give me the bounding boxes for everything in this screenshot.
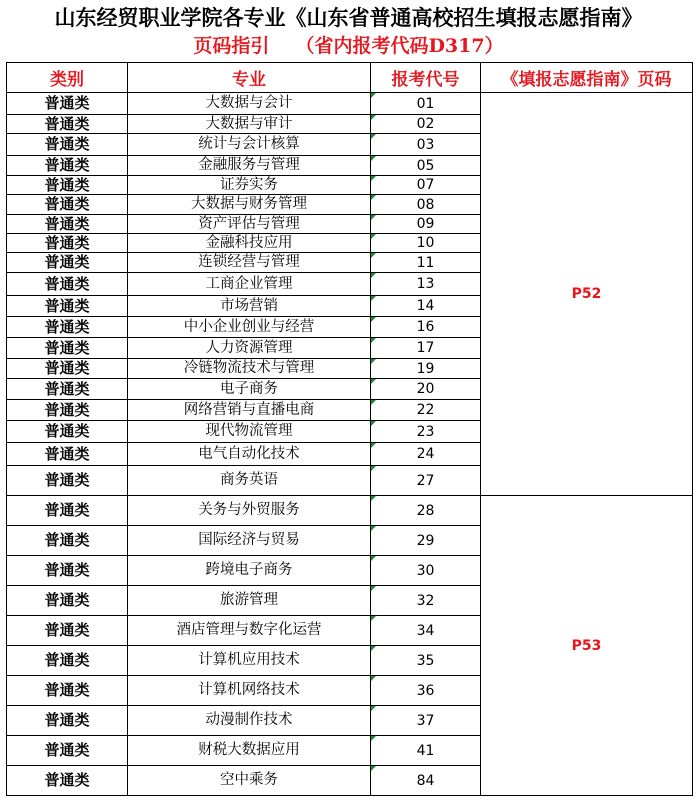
table-header-row bbox=[7, 63, 693, 93]
cell-category: 普通类 bbox=[7, 443, 128, 466]
cell-major: 酒店管理与数字化运营 bbox=[128, 616, 371, 646]
cell-category: 普通类 bbox=[7, 273, 128, 296]
cell-major: 财税大数据应用 bbox=[128, 736, 371, 766]
cell-code bbox=[371, 616, 481, 646]
code-value: 13 bbox=[416, 276, 435, 292]
subtitle-right: （省内报考代码D317） bbox=[295, 35, 504, 57]
code-value: 23 bbox=[416, 423, 435, 440]
text-number-marker-icon bbox=[371, 766, 376, 771]
cell-code bbox=[371, 296, 481, 317]
cell-code bbox=[371, 556, 481, 586]
cell-category: 普通类 bbox=[7, 359, 128, 379]
cell-code bbox=[371, 736, 481, 766]
text-number-marker-icon bbox=[371, 234, 376, 239]
cell-guide-page: P53 bbox=[481, 496, 693, 796]
cell-major: 市场营销 bbox=[128, 296, 371, 317]
text-number-marker-icon bbox=[371, 736, 376, 741]
code-value: 16 bbox=[416, 319, 435, 335]
text-number-marker-icon bbox=[371, 526, 376, 531]
header-major: 专业 bbox=[128, 63, 371, 93]
cell-code bbox=[371, 338, 481, 359]
text-number-marker-icon bbox=[371, 156, 376, 161]
text-number-marker-icon bbox=[371, 273, 376, 278]
cell-category: 普通类 bbox=[7, 93, 128, 115]
header-category: 类别 bbox=[7, 63, 128, 93]
code-value: 28 bbox=[416, 502, 435, 519]
text-number-marker-icon bbox=[371, 556, 376, 561]
text-number-marker-icon bbox=[371, 359, 376, 364]
cell-major: 连锁经营与管理 bbox=[128, 253, 371, 273]
text-number-marker-icon bbox=[371, 338, 376, 343]
cell-major: 金融科技应用 bbox=[128, 234, 371, 253]
cell-category: 普通类 bbox=[7, 556, 128, 586]
code-value: 09 bbox=[416, 216, 435, 232]
cell-code bbox=[371, 676, 481, 706]
text-number-marker-icon bbox=[371, 706, 376, 711]
text-number-marker-icon bbox=[371, 400, 376, 405]
text-number-marker-icon bbox=[371, 115, 376, 120]
text-number-marker-icon bbox=[371, 496, 376, 501]
code-value: 37 bbox=[416, 712, 435, 729]
cell-code bbox=[371, 176, 481, 195]
cell-major: 证券实务 bbox=[128, 176, 371, 195]
cell-category: 普通类 bbox=[7, 616, 128, 646]
cell-code bbox=[371, 443, 481, 466]
code-value: 27 bbox=[416, 472, 435, 489]
code-value: 05 bbox=[416, 157, 435, 174]
cell-category: 普通类 bbox=[7, 253, 128, 273]
cell-major: 冷链物流技术与管理 bbox=[128, 359, 371, 379]
major-page-table bbox=[6, 62, 693, 796]
code-value: 32 bbox=[416, 592, 435, 609]
text-number-marker-icon bbox=[371, 616, 376, 621]
cell-category: 普通类 bbox=[7, 379, 128, 400]
cell-category: 普通类 bbox=[7, 156, 128, 176]
code-value: 35 bbox=[416, 652, 435, 669]
text-number-marker-icon bbox=[371, 421, 376, 426]
text-number-marker-icon bbox=[371, 176, 376, 181]
code-value: 03 bbox=[416, 136, 435, 153]
cell-code bbox=[371, 93, 481, 115]
cell-major: 大数据与会计 bbox=[128, 93, 371, 115]
code-value: 24 bbox=[416, 446, 435, 462]
cell-major: 空中乘务 bbox=[128, 766, 371, 796]
cell-category: 普通类 bbox=[7, 296, 128, 317]
code-value: 34 bbox=[416, 622, 435, 639]
cell-code bbox=[371, 115, 481, 134]
cell-category: 普通类 bbox=[7, 338, 128, 359]
code-value: 19 bbox=[416, 360, 435, 377]
cell-category: 普通类 bbox=[7, 766, 128, 796]
code-value: 22 bbox=[416, 402, 435, 418]
cell-category: 普通类 bbox=[7, 706, 128, 736]
cell-code bbox=[371, 215, 481, 234]
cell-major: 人力资源管理 bbox=[128, 338, 371, 359]
code-value: 08 bbox=[416, 196, 435, 213]
cell-category: 普通类 bbox=[7, 736, 128, 766]
cell-category: 普通类 bbox=[7, 317, 128, 338]
cell-category: 普通类 bbox=[7, 234, 128, 253]
cell-category: 普通类 bbox=[7, 526, 128, 556]
cell-code bbox=[371, 379, 481, 400]
document-title: 山东经贸职业学院各专业《山东省普通高校招生填报志愿指南》 bbox=[54, 5, 643, 30]
table-row bbox=[7, 496, 693, 526]
cell-category: 普通类 bbox=[7, 195, 128, 215]
cell-category: 普通类 bbox=[7, 134, 128, 156]
cell-major: 计算机网络技术 bbox=[128, 676, 371, 706]
cell-category: 普通类 bbox=[7, 586, 128, 616]
cell-category: 普通类 bbox=[7, 676, 128, 706]
code-value: 07 bbox=[416, 177, 435, 193]
text-number-marker-icon bbox=[371, 676, 376, 681]
cell-code bbox=[371, 195, 481, 215]
cell-major: 统计与会计核算 bbox=[128, 134, 371, 156]
cell-major: 关务与外贸服务 bbox=[128, 496, 371, 526]
cell-category: 普通类 bbox=[7, 400, 128, 421]
cell-major: 国际经济与贸易 bbox=[128, 526, 371, 556]
code-value: 36 bbox=[416, 682, 435, 699]
table-body bbox=[7, 93, 693, 796]
cell-major: 电气自动化技术 bbox=[128, 443, 371, 466]
cell-code bbox=[371, 496, 481, 526]
cell-major: 旅游管理 bbox=[128, 586, 371, 616]
code-value: 29 bbox=[416, 532, 435, 549]
cell-category: 普通类 bbox=[7, 115, 128, 134]
cell-major: 工商企业管理 bbox=[128, 273, 371, 296]
cell-guide-page: P52 bbox=[481, 93, 693, 496]
text-number-marker-icon bbox=[371, 134, 376, 139]
cell-code bbox=[371, 156, 481, 176]
code-value: 11 bbox=[416, 254, 435, 271]
cell-code bbox=[371, 400, 481, 421]
code-value: 10 bbox=[416, 235, 435, 251]
text-number-marker-icon bbox=[371, 379, 376, 384]
cell-code bbox=[371, 317, 481, 338]
cell-major: 网络营销与直播电商 bbox=[128, 400, 371, 421]
cell-major: 商务英语 bbox=[128, 466, 371, 496]
cell-major: 现代物流管理 bbox=[128, 421, 371, 443]
code-value: 41 bbox=[416, 742, 435, 759]
code-value: 20 bbox=[416, 381, 435, 397]
cell-major: 资产评估与管理 bbox=[128, 215, 371, 234]
cell-major: 动漫制作技术 bbox=[128, 706, 371, 736]
code-value: 17 bbox=[416, 340, 435, 356]
cell-category: 普通类 bbox=[7, 176, 128, 195]
cell-code bbox=[371, 234, 481, 253]
cell-category: 普通类 bbox=[7, 466, 128, 496]
cell-code bbox=[371, 586, 481, 616]
text-number-marker-icon bbox=[371, 253, 376, 258]
cell-major: 跨境电子商务 bbox=[128, 556, 371, 586]
code-value: 01 bbox=[416, 95, 435, 112]
cell-major: 金融服务与管理 bbox=[128, 156, 371, 176]
cell-major: 中小企业创业与经营 bbox=[128, 317, 371, 338]
cell-category: 普通类 bbox=[7, 646, 128, 676]
cell-code bbox=[371, 273, 481, 296]
subtitle-left: 页码指引 bbox=[193, 35, 270, 57]
text-number-marker-icon bbox=[371, 443, 376, 448]
code-value: 30 bbox=[416, 562, 435, 579]
code-value: 02 bbox=[416, 116, 435, 132]
cell-code bbox=[371, 253, 481, 273]
text-number-marker-icon bbox=[371, 296, 376, 301]
cell-major: 计算机应用技术 bbox=[128, 646, 371, 676]
text-number-marker-icon bbox=[371, 215, 376, 220]
cell-code bbox=[371, 646, 481, 676]
header-page: 《填报志愿指南》页码 bbox=[481, 63, 693, 93]
cell-code bbox=[371, 766, 481, 796]
text-number-marker-icon bbox=[371, 317, 376, 322]
cell-code bbox=[371, 466, 481, 496]
code-value: 84 bbox=[416, 772, 435, 789]
cell-code bbox=[371, 421, 481, 443]
cell-code bbox=[371, 134, 481, 156]
cell-code bbox=[371, 526, 481, 556]
cell-major: 大数据与财务管理 bbox=[128, 195, 371, 215]
cell-category: 普通类 bbox=[7, 496, 128, 526]
text-number-marker-icon bbox=[371, 195, 376, 200]
cell-code bbox=[371, 706, 481, 736]
text-number-marker-icon bbox=[371, 466, 376, 471]
cell-major: 大数据与审计 bbox=[128, 115, 371, 134]
cell-category: 普通类 bbox=[7, 215, 128, 234]
header-code: 报考代号 bbox=[371, 63, 481, 93]
document-subtitle bbox=[0, 33, 697, 59]
text-number-marker-icon bbox=[371, 586, 376, 591]
text-number-marker-icon bbox=[371, 93, 376, 98]
cell-code bbox=[371, 359, 481, 379]
text-number-marker-icon bbox=[371, 646, 376, 651]
cell-major: 电子商务 bbox=[128, 379, 371, 400]
table-row bbox=[7, 93, 693, 115]
cell-category: 普通类 bbox=[7, 421, 128, 443]
code-value: 14 bbox=[416, 298, 435, 314]
